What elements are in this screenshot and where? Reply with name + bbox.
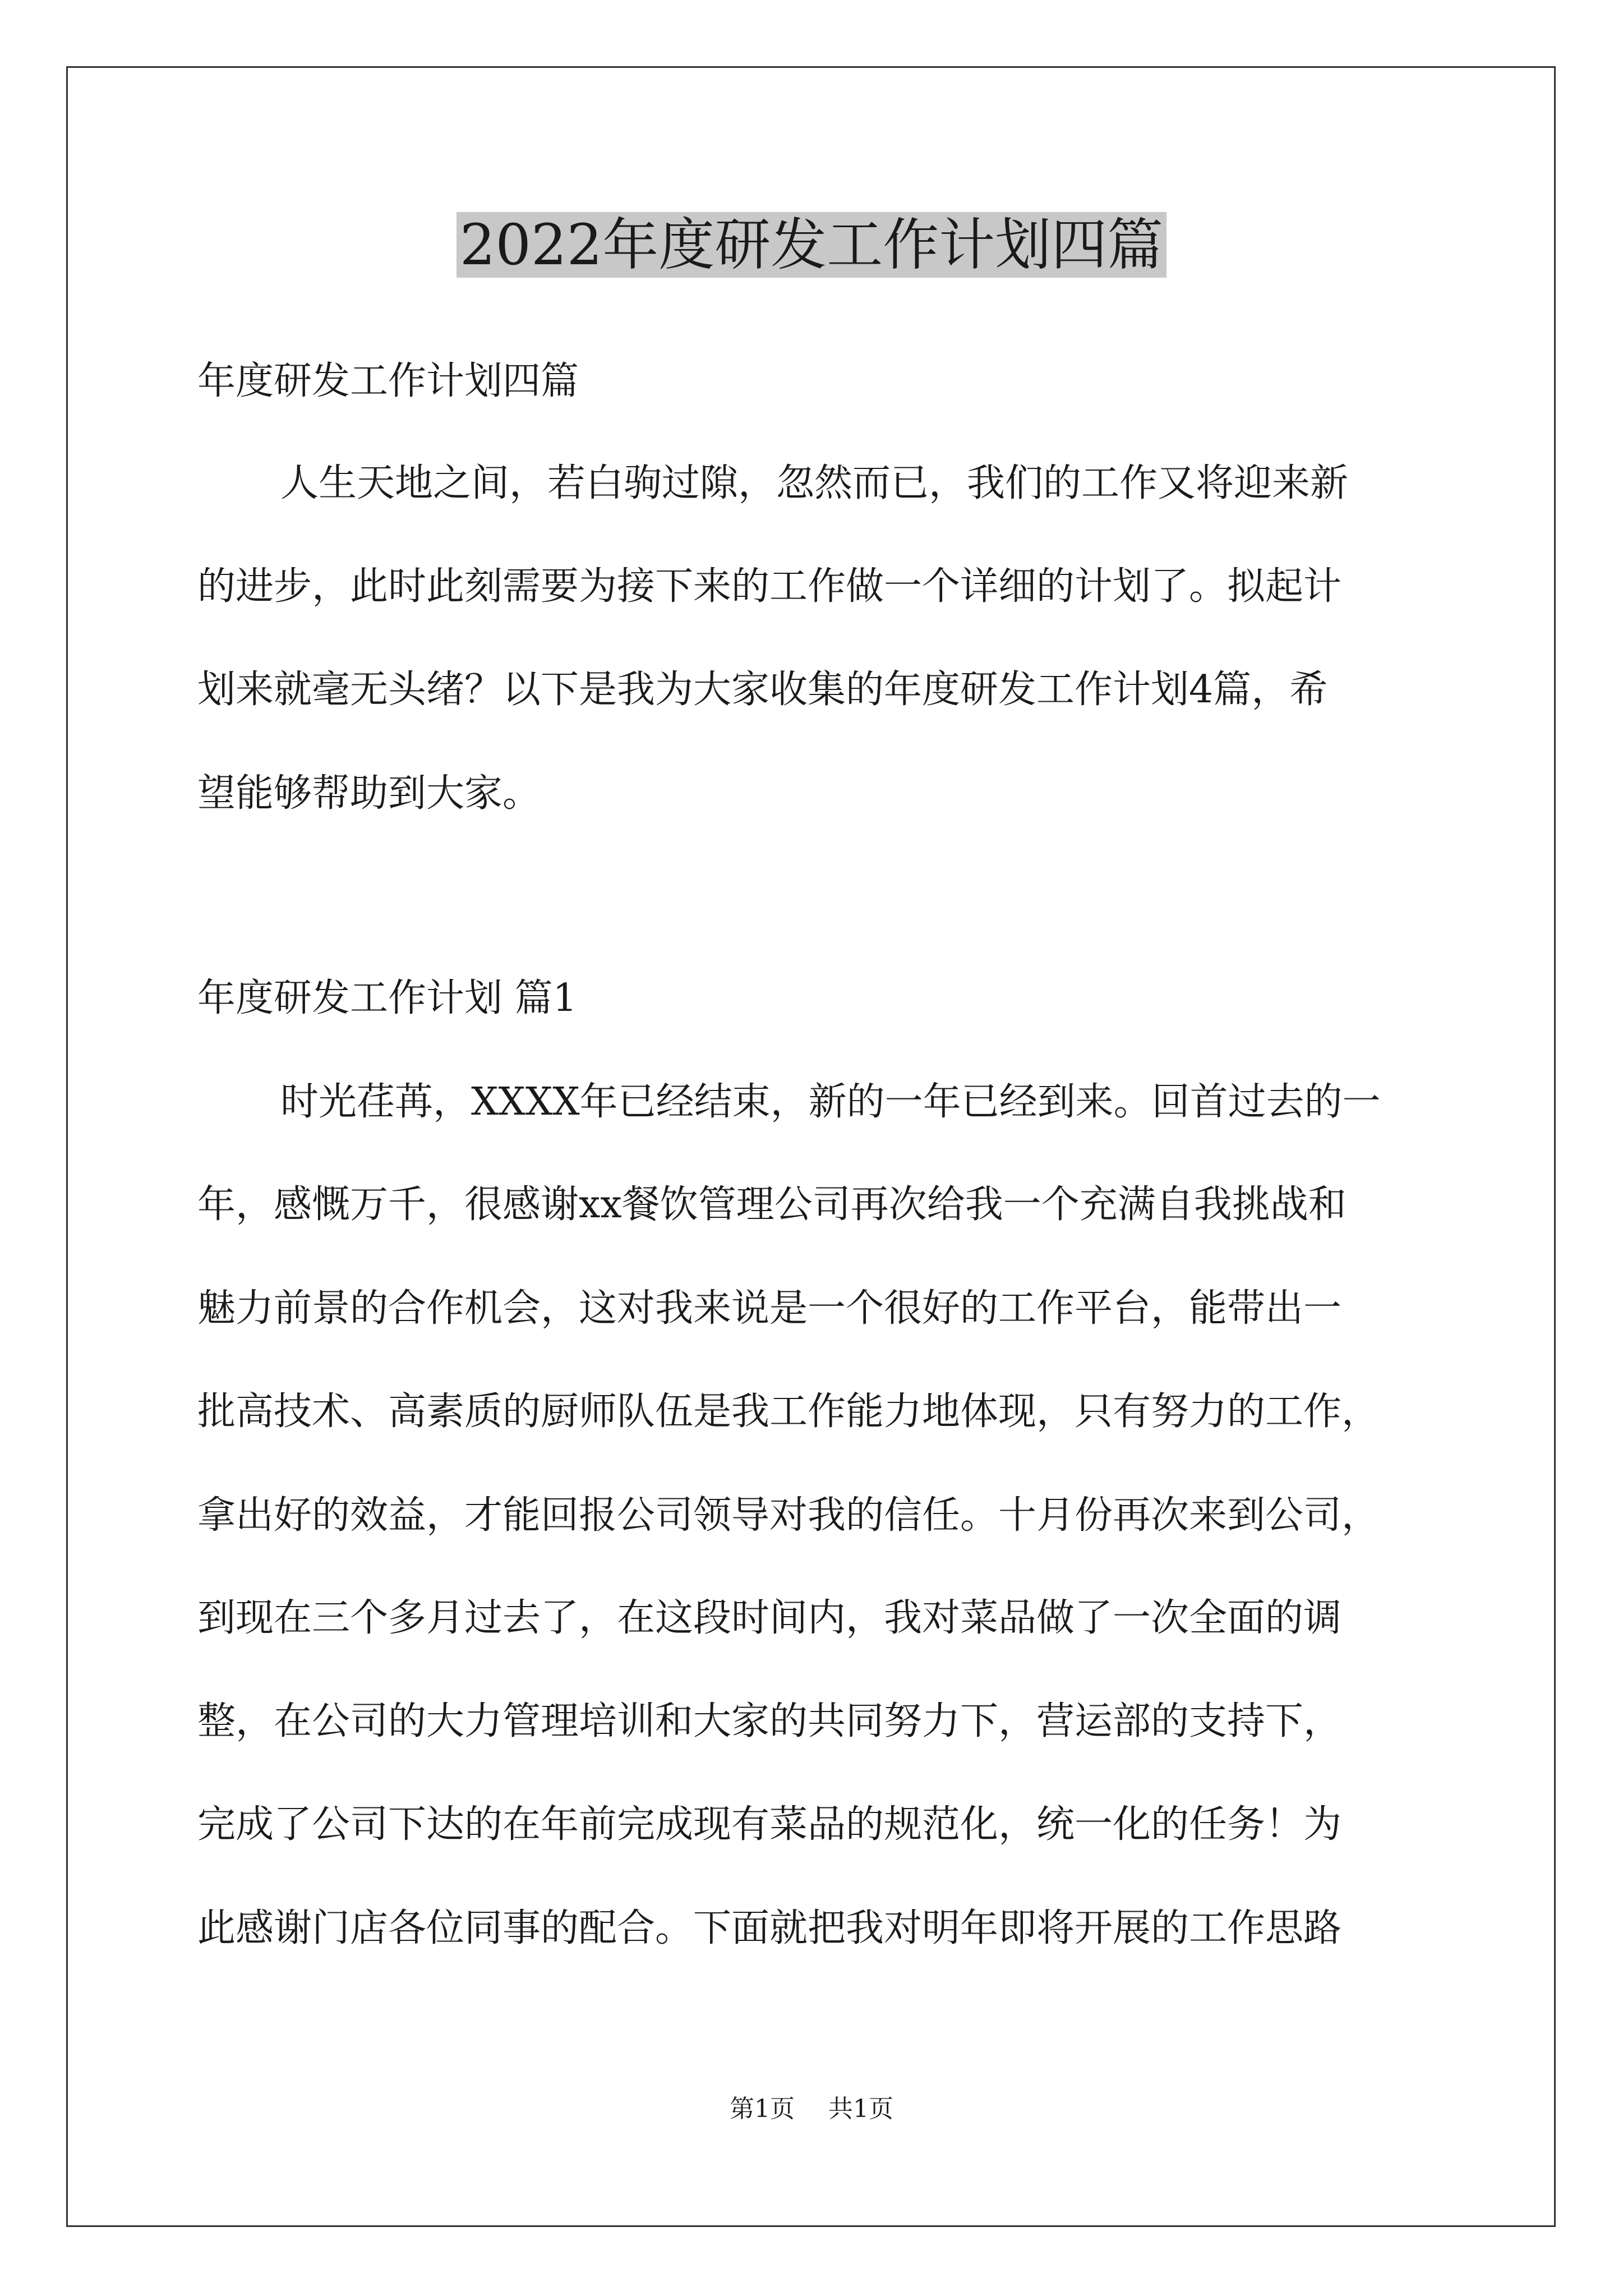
page-number-total: 共1页	[828, 2095, 893, 2123]
document-title-text: 2022年度研发工作计划四篇	[457, 212, 1167, 278]
section-line-5: 拿出好的效益，才能回报公司领导对我的信任。十月份再次来到公司，	[197, 1493, 1380, 1538]
section-line-6: 到现在三个多月过去了，在这段时间内，我对菜品做了一次全面的调	[197, 1596, 1342, 1640]
page-number-current: 第1页	[730, 2095, 795, 2123]
section-line-9: 此感谢门店各位同事的配合。下面就把我对明年即将开展的工作思路	[197, 1906, 1342, 1950]
intro-line-1: 人生天地之间，若白驹过隙，忽然而已，我们的工作又将迎来新	[280, 461, 1349, 505]
intro-line-3: 划来就毫无头绪？以下是我为大家收集的年度研发工作计划4篇，希	[197, 668, 1328, 712]
intro-line-2: 的进步，此时此刻需要为接下来的工作做一个详细的计划了。拟起计	[197, 564, 1342, 609]
section-line-2: 年，感慨万千，很感谢xx餐饮管理公司再次给我一个充满自我挑战和	[197, 1182, 1347, 1227]
section-line-8: 完成了公司下达的在年前完成现有菜品的规范化，统一化的任务！为	[197, 1802, 1342, 1847]
intro-line-4: 望能够帮助到大家。	[197, 771, 541, 816]
section-line-7: 整，在公司的大力管理培训和大家的共同努力下，营运部的支持下，	[197, 1699, 1342, 1743]
document-title	[0, 209, 1623, 282]
section-heading: 年度研发工作计划 篇1	[197, 976, 577, 1020]
section-line-1: 时光荏苒，XXXX年已经结束，新的一年已经到来。回首过去的一	[280, 1080, 1381, 1124]
document-subtitle: 年度研发工作计划四篇	[197, 359, 579, 403]
section-line-4: 批高技术、高素质的厨师队伍是我工作能力地体现，只有努力的工作，	[197, 1389, 1380, 1434]
section-line-3: 魅力前景的合作机会，这对我来说是一个很好的工作平台，能带出一	[197, 1286, 1342, 1331]
page-footer	[0, 2092, 1623, 2126]
